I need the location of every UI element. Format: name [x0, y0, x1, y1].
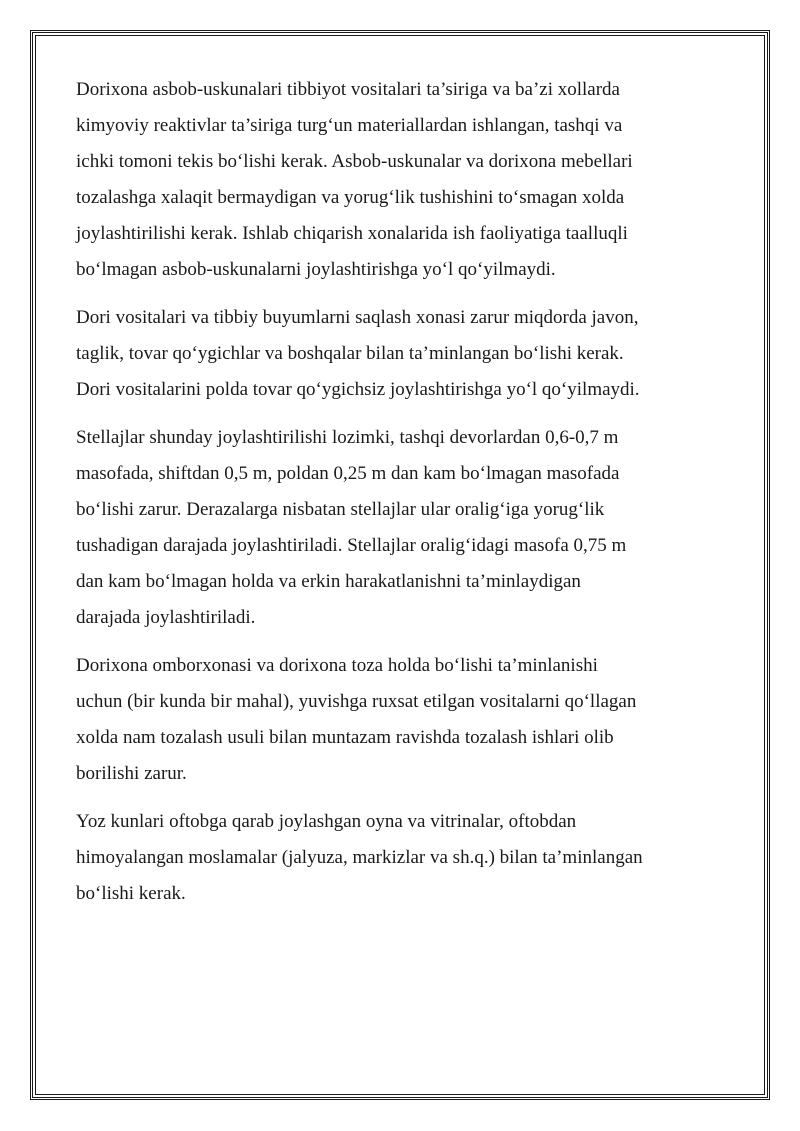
text-line: bo‘lishi kerak. [76, 883, 186, 904]
paragraph-storage-room [76, 300, 736, 408]
text-line: xolda nam tozalash usuli bilan muntazam ravishda tozalash ishlari olib [76, 727, 614, 748]
text-line: Dorixona omborxonasi va dorixona toza holda bo‘lishi ta’minlanishi [76, 655, 598, 676]
text-line: Dorixona asbob-uskunalari tibbiyot vositalari ta’siriga va ba’zi xollarda [76, 79, 620, 100]
paragraph-cleaning [76, 648, 736, 792]
document-body [76, 72, 736, 924]
text-line: bo‘lmagan asbob-uskunalarni joylashtirishga yo‘l qo‘yilmaydi. [76, 259, 556, 280]
paragraph-sun-protection [76, 804, 736, 912]
text-line: himoyalangan moslamalar (jalyuza, markizlar va sh.q.) bilan ta’minlangan [76, 847, 643, 868]
paragraph-shelving-placement [76, 420, 736, 636]
text-line: ichki tomoni tekis bo‘lishi kerak. Asbob-uskunalar va dorixona mebellari [76, 151, 633, 172]
text-line: tozalashga xalaqit bermaydigan va yorug‘lik tushishini to‘smagan xolda [76, 187, 625, 208]
text-line: taglik, tovar qo‘ygichlar va boshqalar bilan ta’minlangan bo‘lishi kerak. [76, 343, 624, 364]
text-line: Stellajlar shunday joylashtirilishi lozimki, tashqi devorlardan 0,6-0,7 m [76, 427, 619, 448]
text-line: kimyoviy reaktivlar ta’siriga turg‘un materiallardan ishlangan, tashqi va [76, 115, 623, 136]
text-line: dan kam bo‘lmagan holda va erkin harakatlanishni ta’minlaydigan [76, 571, 581, 592]
text-line: tushadigan darajada joylashtiriladi. Stellajlar oralig‘idagi masofa 0,75 m [76, 535, 627, 556]
text-line: joylashtirilishi kerak. Ishlab chiqarish xonalarida ish faoliyatiga taalluqli [76, 223, 628, 244]
text-line: Dori vositalarini polda tovar qo‘ygichsiz joylashtirishga yo‘l qo‘yilmaydi. [76, 379, 640, 400]
text-line: Dori vositalari va tibbiy buyumlarni saqlash xonasi zarur miqdorda javon, [76, 307, 639, 328]
text-line: Yoz kunlari oftobga qarab joylashgan oyna va vitrinalar, oftobdan [76, 811, 577, 832]
paragraph-equipment-requirements [76, 72, 736, 288]
text-line: borilishi zarur. [76, 763, 187, 784]
text-line: darajada joylashtiriladi. [76, 607, 256, 628]
text-line: masofada, shiftdan 0,5 m, poldan 0,25 m dan kam bo‘lmagan masofada [76, 463, 620, 484]
text-line: bo‘lishi zarur. Derazalarga nisbatan stellajlar ular oralig‘iga yorug‘lik [76, 499, 605, 520]
text-line: uchun (bir kunda bir mahal), yuvishga ruxsat etilgan vositalarni qo‘llagan [76, 691, 637, 712]
